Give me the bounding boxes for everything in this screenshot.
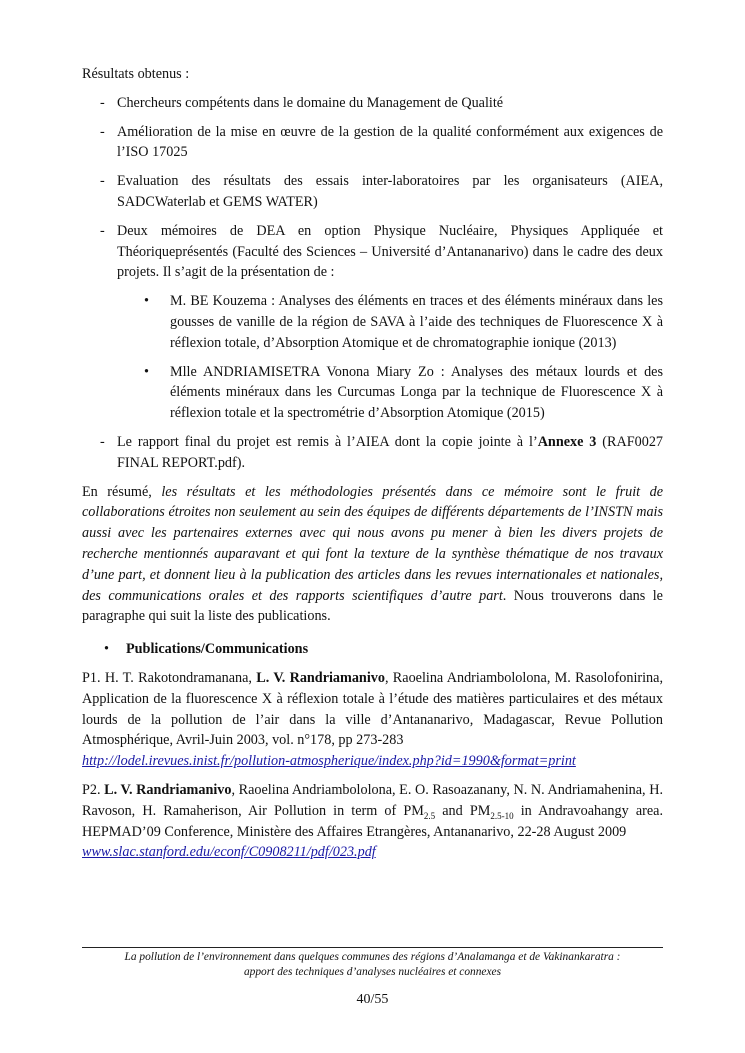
footer-divider	[82, 947, 663, 948]
result-item	[82, 171, 663, 213]
page-number: 40/55	[356, 992, 389, 1007]
summary-paragraph	[82, 482, 663, 628]
result-item	[82, 93, 663, 114]
pm25-subscript: 2.5	[423, 810, 436, 821]
footer-line-1: La pollution de l’environnement dans quelques communes des régions d’Analamanga et de Vakinankaratra :	[124, 951, 621, 963]
publication-p2	[82, 780, 663, 863]
dash-marker: -	[100, 94, 105, 111]
bullet-marker: •	[144, 293, 149, 310]
final-report-file: (RAF0027 FINAL REPORT.pdf).	[117, 433, 664, 471]
dash-marker: -	[100, 433, 105, 450]
result-item-text: Evaluation des résultats des essais inter-laboratoires par les organisateurs (AIEA, SADCWaterlab et GEMS WATER)	[117, 173, 663, 210]
summary-tail: . Nous trouverons dans le paragraphe qui suit la liste des publications.	[82, 587, 663, 625]
result-item-text: Chercheurs compétents dans le domaine du Management de Qualité	[117, 94, 504, 111]
p2-prefix: P2.	[82, 781, 105, 798]
p2-author-bold: L. V. Randriamanivo	[104, 781, 232, 798]
p2-citation-part1: , Raoelina Andriambololona, E. O. Rasoazanany, N. N. Andriamahenina, H. Ravoson, H. Ramaherison, Air Pollution in term of PM	[82, 781, 664, 819]
result-item	[82, 221, 663, 283]
final-report-text: Le rapport final du projet est remis à l’AIEA dont la copie jointe à l’	[117, 433, 538, 450]
thesis-item-text: Mlle ANDRIAMISETRA Vononа Miary Zo : Analyses des métaux lourds et des éléments minéraux dans les Curcumas Longa par la technique de Fluorescence X à réflexion totale et la spectrométrie d’Absorption Atomique (2015)	[170, 363, 663, 422]
p2-link[interactable]: www.slac.stanford.edu/econf/C0908211/pdf/023.pdf	[82, 844, 376, 861]
result-item-final-report	[82, 432, 663, 474]
thesis-item	[82, 362, 663, 424]
pm2510-subscript: 2.5-10	[490, 810, 514, 821]
bullet-marker: •	[104, 641, 109, 658]
result-item-text: Amélioration de la mise en œuvre de la gestion de la qualité conformément aux exigences de l’ISO 17025	[117, 123, 663, 161]
summary-lead: En résumé,	[82, 483, 162, 500]
thesis-item	[82, 291, 663, 353]
p1-citation: , Raoelina Andriambololona, M. Rasolofonirina, Application de la fluorescence X à réflexion totale à l’étude des matières particulaires et des métaux lourds de la pollution de l’air dans la ville d’Antananarivo, Madagascar, Revue Pollution Atmosphérique, Avril-Juin 2003, vol. n°178, pp 273-283	[82, 669, 663, 749]
annex-reference: Annexe 3	[537, 433, 597, 450]
footer-line-2: apport des techniques d’analyses nucléaires et connexes	[243, 966, 502, 978]
results-heading: Résultats obtenus :	[82, 66, 190, 82]
p1-link[interactable]: http://lodel.irevues.inist.fr/pollution-atmospherique/index.php?id=1990&format=print	[82, 753, 576, 770]
bullet-marker: •	[144, 363, 149, 380]
dash-marker: -	[100, 173, 105, 190]
publication-p1	[82, 668, 663, 772]
publications-heading	[82, 639, 663, 660]
p1-author-bold: L. V. Randriamanivo	[256, 669, 385, 686]
p2-citation-part2: and PM	[435, 802, 491, 819]
result-item-text: Deux mémoires de DEA en option Physique Nucléaire, Physiques Appliquée et Théoriqueprésentés (Faculté des Sciences – Université d’Antananarivo) dans le cadre des deux projets. Il s’agit de la présentation de :	[117, 222, 663, 281]
dash-marker: -	[100, 123, 105, 140]
page-body	[82, 64, 663, 871]
thesis-item-text: M. BE Kouzema : Analyses des éléments en traces et des éléments minéraux dans les gousses de vanille de la région de SAVA à l’aide des techniques de Fluorescence X à réflexion totale, d’Absorption Atomique et de chromatographie ionique (2013)	[170, 293, 663, 351]
summary-italic: les résultats et les méthodologies présentés dans ce mémoire sont le fruit de collaborations étroites non seulement au sein des équipes de différents départements de l’INSTN mais aussi avec les partenaires externes avec qui nous avons pu mener à bien les divers projets de recherche mentionnés auparavant et qui font la texture de la synthèse thématique de nos travaux d’une part, et donnent lieu à la publication des articles dans les revues internationales et nationales, des communications orales et des rapports scientifiques d’autre part	[82, 483, 663, 604]
publications-heading-text: Publications/Communications	[126, 641, 309, 658]
result-item	[82, 122, 663, 164]
dash-marker: -	[100, 222, 105, 239]
page-footer	[82, 950, 663, 980]
p1-prefix: P1. H. T. Rakotondramanana,	[82, 669, 257, 686]
p2-citation-part3: in Andravoahangy area. HEPMAD’09 Conference, Ministère des Affaires Etrangères, Antananarivo, 22-28 August 2009	[82, 802, 663, 840]
